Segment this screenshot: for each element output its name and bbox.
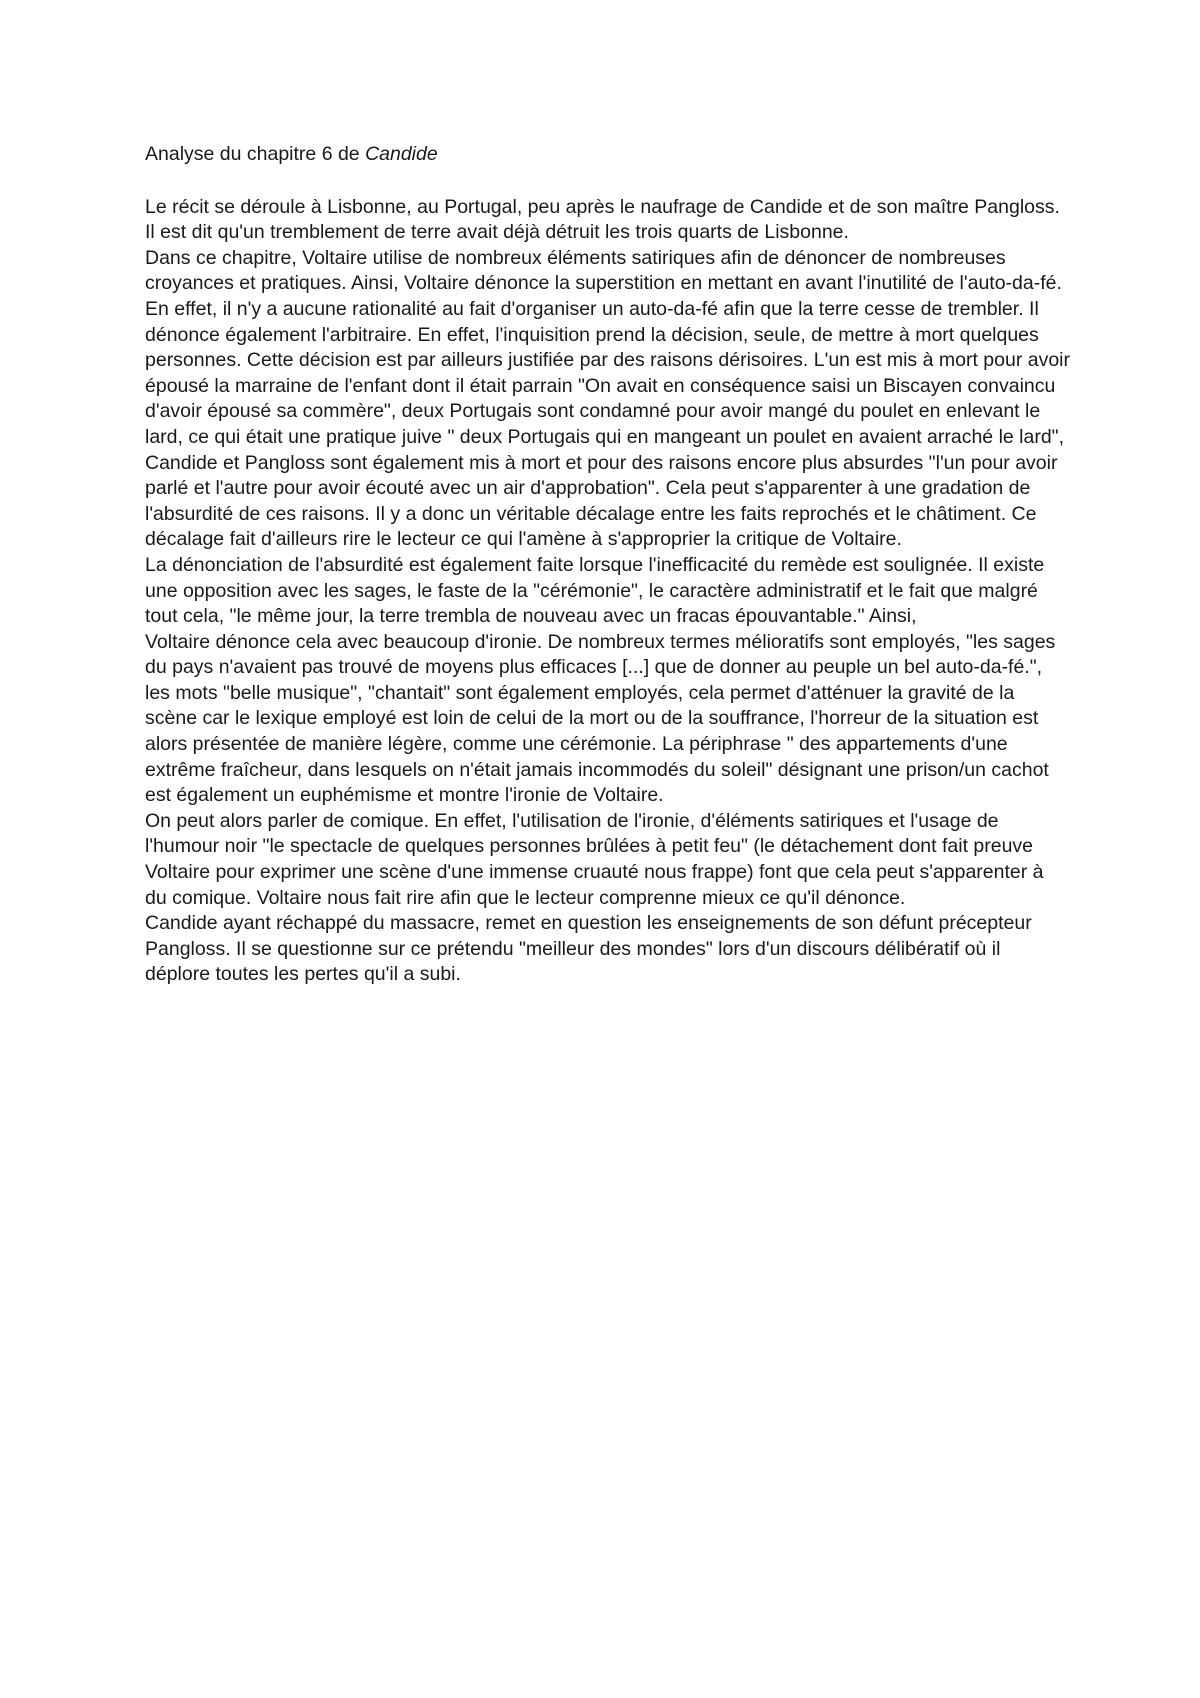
document-title [145,142,1070,168]
title-spacer [145,168,1070,195]
paragraph-conclusion: Candide ayant réchappé du massacre, remet en question les enseignements de son défunt précepteur Pangloss. Il se questionne sur ce prétendu "meilleur des mondes" lors d'un discours délibératif où il déplore toutes les pertes qu'il a subi. [145,912,1032,986]
paragraph-irony: Voltaire dénonce cela avec beaucoup d'ironie. De nombreux termes mélioratifs sont employés, "les sages du pays n'avaient pas trouvé de moyens plus efficaces [...] que de donner au peuple un bel auto-da-fé.", les mots "belle musique", "chantait" sont également employés, cela permet d'atténuer la gravité de la scène car le lexique employé est loin de celui de la mort ou de la souffrance, l'horreur de la situation est alors présentée de manière légère, comme une cérémonie. La périphrase " des appartements d'une extrême fraîcheur, dans lesquels on n'était jamais incommodés du soleil" désignant une prison/un cachot est également un euphémisme et montre l'ironie de Voltaire. [145,630,1056,807]
paragraph-intro: Le récit se déroule à Lisbonne, au Portugal, peu après le naufrage de Candide et de son maître Pangloss. Il est dit qu'un tremblement de terre avait déjà détruit les trois quarts de Lisbonne. [145,195,1060,244]
paragraph-satire: Dans ce chapitre, Voltaire utilise de nombreux éléments satiriques afin de dénoncer de nombreuses croyances et pratiques. Ainsi, Voltaire dénonce la superstition en mettant en avant l'inutilité de l'auto-da-fé. En effet, il n'y a aucune rationalité au fait d'organiser un auto-da-fé afin que la terre cesse de trembler. Il dénonce également l'arbitraire. En effet, l'inquisition prend la décision, seule, de mettre à mort quelques personnes. Cette décision est par ailleurs justifiée par des raisons dérisoires. L'un est mis à mort pour avoir épousé la marraine de l'enfant dont il était parrain "On avait en conséquence saisi un Biscayen convaincu d'avoir épousé sa commère", deux Portugais sont condamné pour avoir mangé du poulet en enlevant le lard, ce qui était une pratique juive " deux Portugais qui en mangeant un poulet en avaient arraché le lard", Candide et Pangloss sont également mis à mort et pour des raisons encore plus absurdes "l'un pour avoir parlé et l'autre pour avoir écouté avec un air d'approbation". Cela peut s'apparenter à une gradation de l'absurdité de ces raisons. Il y a donc un véritable décalage entre les faits reprochés et le châtiment. Ce décalage fait d'ailleurs rire le lecteur ce qui l'amène à s'approprier la critique de Voltaire. [145,246,1070,551]
paragraph-absurdity: La dénonciation de l'absurdité est également faite lorsque l'inefficacité du remède est soulignée. Il existe une opposition avec les sages, le faste de la "cérémonie", le caractère administratif et le fait que malgré tout cela, "le même jour, la terre trembla de nouveau avec un fracas épouvantable." Ainsi, [145,553,1045,628]
title-prefix: Analyse du chapitre 6 de [145,143,366,165]
paragraph-comic: On peut alors parler de comique. En effet, l'utilisation de l'ironie, d'éléments satiriques et l'usage de l'humour noir "le spectacle de quelques personnes brûlées à petit feu" (le détachement dont fait preuve Voltaire pour exprimer une scène d'une immense cruauté nous frappe) font que cela peut s'apparenter à du comique. Voltaire nous fait rire afin que le lecteur comprenne mieux ce qu'il dénonce. [145,809,1044,909]
document-body [145,142,1070,988]
title-italic: Candide [365,143,438,165]
